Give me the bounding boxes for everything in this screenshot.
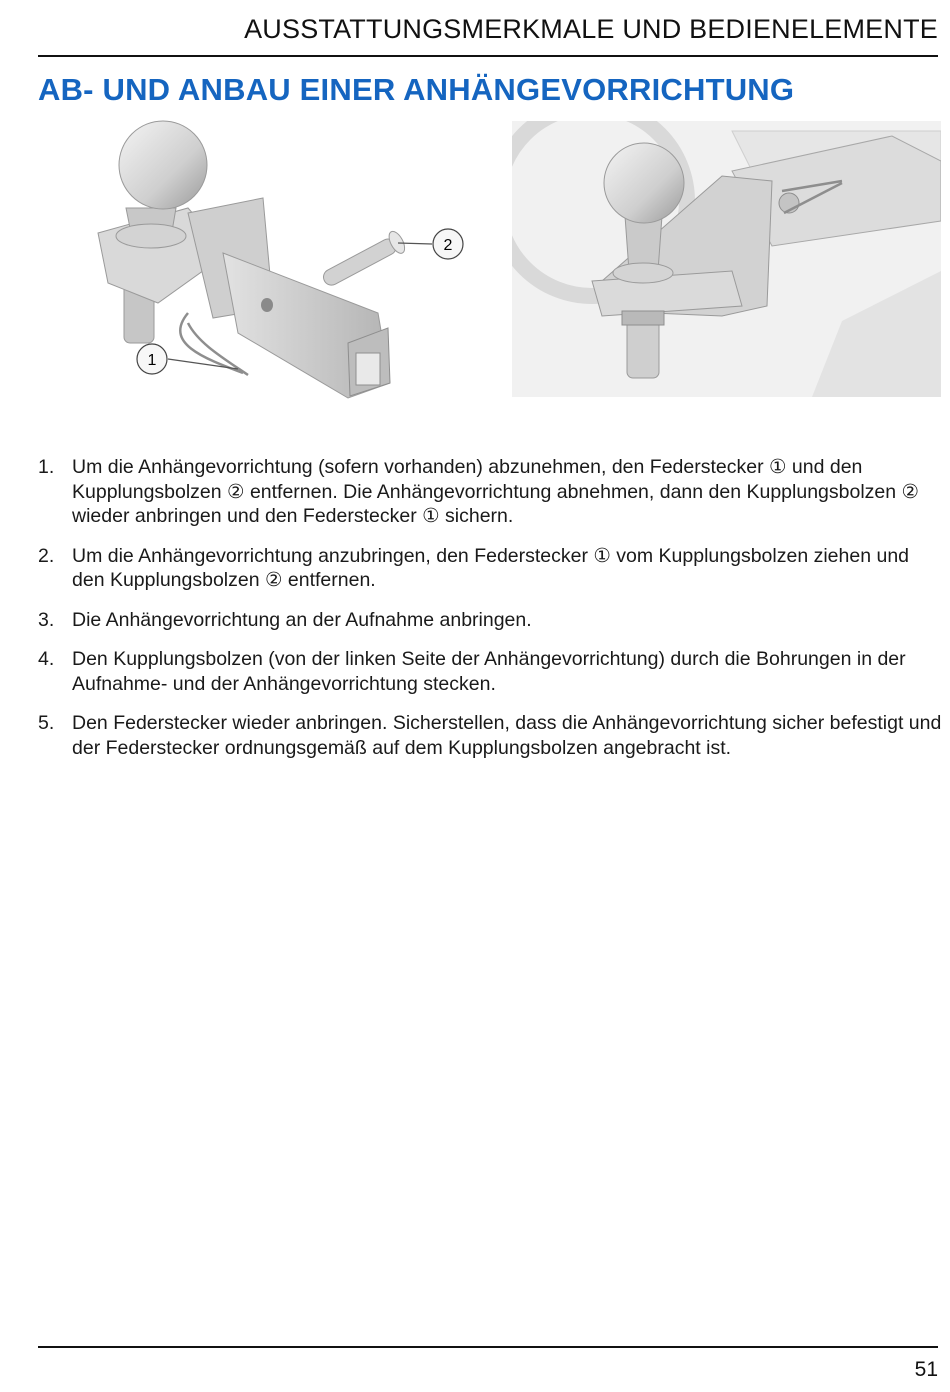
step-text: Um die Anhängevorrichtung anzubringen, den Federstecker ① vom Kupplungsbolzen ziehen und den Kupplungsbolzen ② entfernen.: [72, 544, 910, 591]
list-item: [38, 711, 943, 760]
running-header: AUSSTATTUNGSMERKMALE UND BEDIENELEMENTE: [244, 14, 938, 44]
list-item: [38, 647, 943, 696]
page-title: AB- UND ANBAU EINER ANHÄNGEVORRICHTUNG: [38, 72, 795, 107]
step-number: 3.: [38, 608, 55, 631]
step-number: 1.: [38, 456, 55, 478]
page-number: 51: [914, 1358, 938, 1381]
step-text: Den Federstecker wieder anbringen. Sicherstellen, dass die Anhängevorrichtung sicher befestigt und der Federstecker ordnungsgemäß auf dem Kupplungsbolzen angebracht ist.: [72, 712, 942, 759]
list-item: [38, 608, 943, 633]
callout-1-label: 1: [147, 352, 157, 369]
step-number: 2.: [38, 544, 55, 567]
step-number: 5.: [38, 712, 55, 734]
step-text: Die Anhängevorrichtung an der Aufnahme anbringen.: [72, 608, 532, 631]
hitch-exploded-illustration: [38, 113, 498, 403]
hitch-mounted-illustration: [512, 121, 941, 397]
step-text: Den Kupplungsbolzen (von der linken Seite der Anhängevorrichtung) durch die Bohrungen in der Aufnahme- und der Anhängevorrichtung stecken.: [72, 648, 906, 695]
footer-rule: [38, 1346, 938, 1348]
callout-2-label: 2: [443, 237, 453, 254]
list-item: [38, 455, 943, 529]
step-number: 4.: [38, 648, 55, 670]
header-rule: [38, 55, 938, 57]
step-text: Um die Anhängevorrichtung (sofern vorhanden) abzunehmen, den Federstecker ① und den Kupplungsbolzen ② entfernen. Die Anhängevorrichtung abnehmen, dann den Kupplungsbolzen ② wieder anbringen und den Federstecker ① sichern.: [72, 456, 919, 527]
instruction-list: [38, 455, 943, 775]
list-item: [38, 544, 943, 593]
